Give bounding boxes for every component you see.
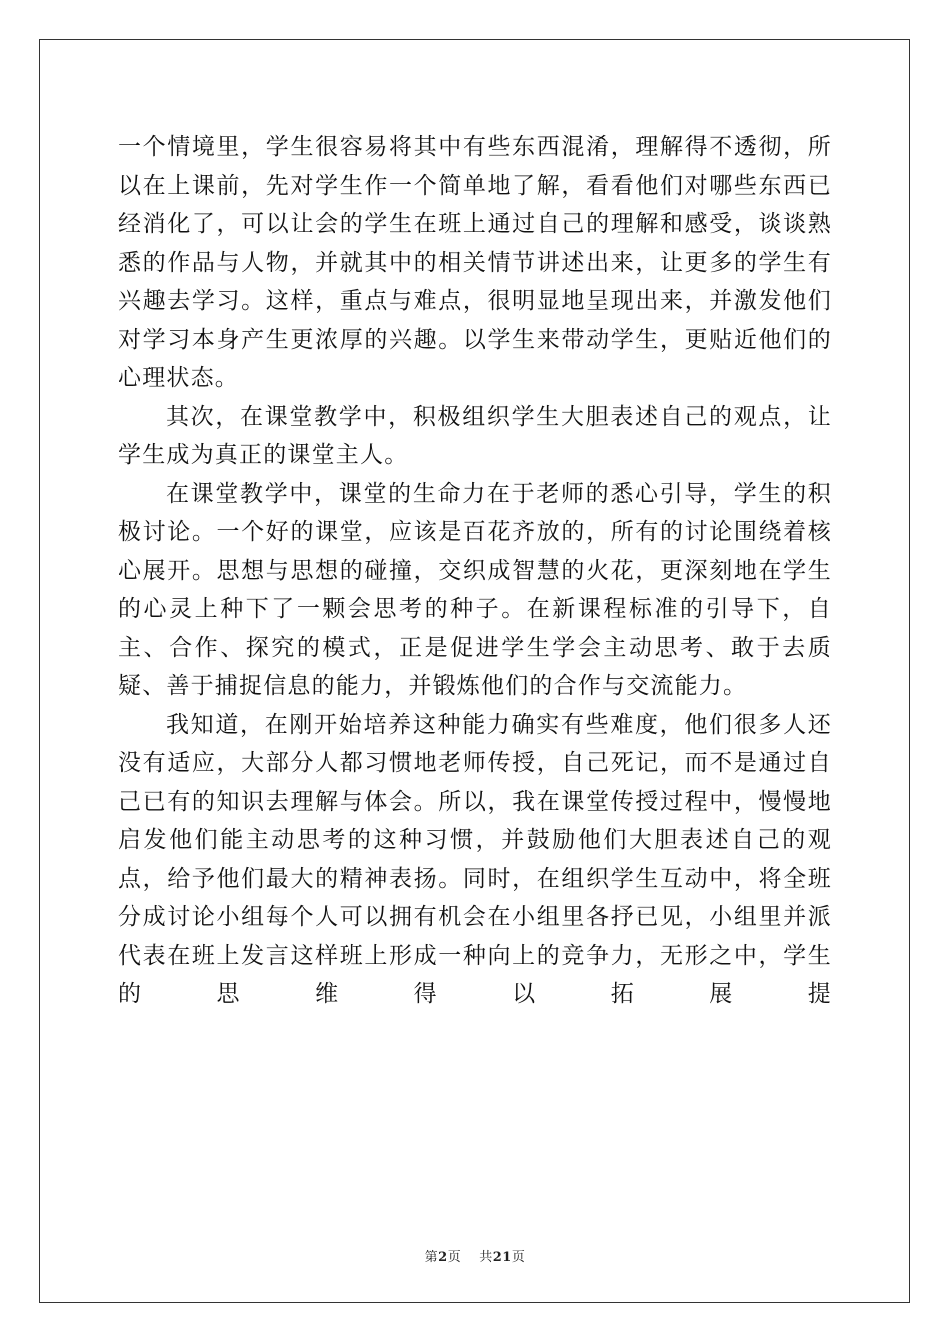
page-suffix: 页 bbox=[447, 1250, 462, 1265]
document-body bbox=[118, 128, 832, 1014]
page-footer bbox=[0, 1246, 950, 1265]
paragraph-1: 一个情境里，学生很容易将其中有些东西混淆，理解得不透彻，所以在上课前，先对学生作一个简单地了解，看看他们对哪些东西已经消化了，可以让会的学生在班上通过自己的理解和感受，谈谈熟悉的作品与人物，并就其中的相关情节讲述出来，让更多的学生有兴趣去学习。这样，重点与难点，很明显地呈现出来，并激发他们对学习本身产生更浓厚的兴趣。以学生来带动学生，更贴近他们的心理状态。 bbox=[118, 134, 832, 391]
total-suffix: 页 bbox=[511, 1250, 526, 1265]
total-prefix: 共 bbox=[479, 1250, 493, 1265]
paragraph-4: 我知道，在刚开始培养这种能力确实有些难度，他们很多人还没有适应，大部分人都习惯地老师传授，自己死记，而不是通过自己已有的知识去理解与体会。所以，我在课堂传授过程中，慢慢地启发他们能主动思考的这种习惯，并鼓励他们大胆表述自己的观点，给予他们最大的精神表扬。同时，在组织学生互动中，将全班分成讨论小组每个人可以拥有机会在小组里各抒已见，小组里并派代表在班上发言这样班上形成一种向上的竞争力，无形之中，学生的思维得以拓展提 bbox=[118, 711, 832, 1007]
current-page-number: 2 bbox=[438, 1250, 448, 1265]
paragraph-2: 其次，在课堂教学中，积极组织学生大胆表述自己的观点，让学生成为真正的课堂主人。 bbox=[118, 403, 832, 468]
paragraph-3: 在课堂教学中，课堂的生命力在于老师的悉心引导，学生的积极讨论。一个好的课堂，应该是百花齐放的，所有的讨论围绕着核心展开。思想与思想的碰撞，交织成智慧的火花，更深刻地在学生的心灵上种下了一颗会思考的种子。在新课程标准的引导下，自主、合作、探究的模式，正是促进学生学会主动思考、敢于去质疑、善于捕捉信息的能力，并锻炼他们的合作与交流能力。 bbox=[118, 480, 832, 699]
total-page-number: 21 bbox=[492, 1250, 512, 1265]
page-prefix: 第 bbox=[424, 1250, 439, 1265]
